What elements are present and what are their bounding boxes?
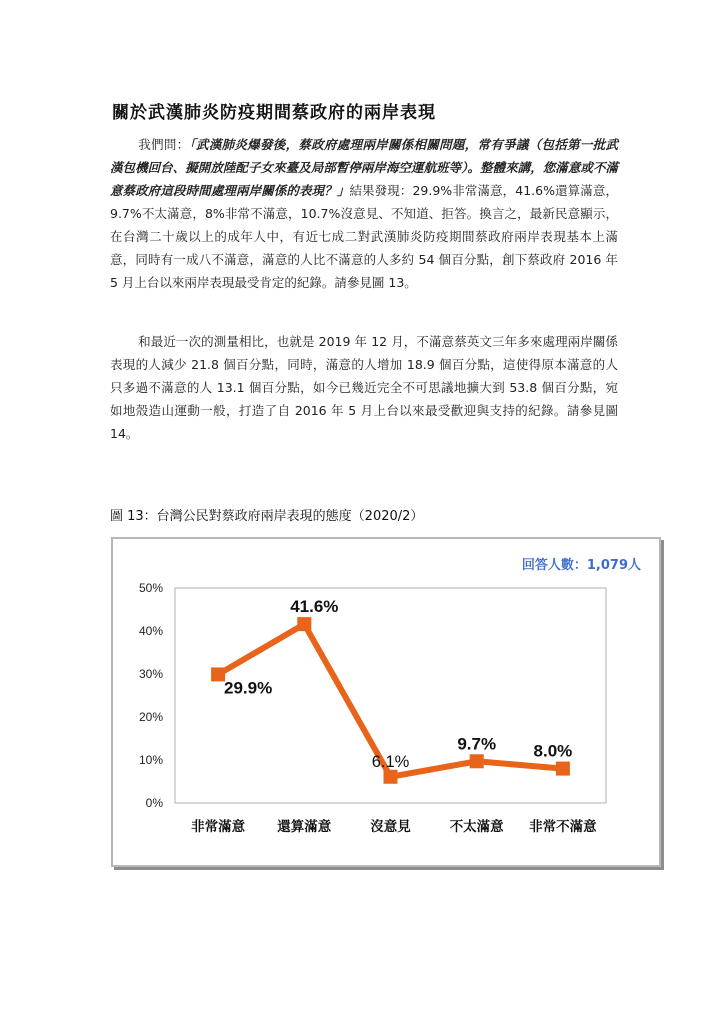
y-tick-label: 40%	[138, 624, 163, 638]
para1-lead: 我們問：	[138, 137, 190, 152]
paragraph-2	[110, 330, 618, 445]
x-category-label: 非常不滿意	[529, 819, 597, 835]
y-tick-label: 30%	[138, 667, 163, 681]
x-category-label: 不太滿意	[449, 819, 504, 835]
figure-caption: 圖 13：台灣公民對蔡政府兩岸表現的態度（2020/2）	[110, 509, 424, 524]
data-point	[384, 770, 398, 784]
data-label: 29.9%	[223, 678, 273, 698]
y-tick-label: 0%	[145, 796, 163, 810]
chart-container	[111, 537, 661, 867]
y-axis-ticks	[139, 581, 163, 810]
paragraph-1	[110, 133, 618, 294]
para1-body: 結果發現：29.9%非常滿意，41.6%還算滿意，9.7%不太滿意，8%非常不滿意，10.7%沒意見、不知道、拒答。換言之，最新民意顯示，在台灣二十歲以上的成年人中，有近七成二對武漢肺炎防疫期間蔡政府兩岸表現基本上滿意，同時有一成八不滿意，滿意的人比不滿意的人多約 54 個百分點，創下蔡政府 2016 年 5 月上台以來兩岸表現最受肯定的紀錄。請參見圖 13。	[110, 183, 618, 290]
x-axis-ticks	[191, 818, 597, 835]
respondent-count: 回答人數：1,079人	[521, 558, 641, 573]
data-label: 9.7%	[457, 734, 497, 754]
survey-question: 「武漢肺炎爆發後，蔡政府處理兩岸關係相關問題，常有爭議（包括第一批武漢包機回台、擬開放陸配子女來臺及局部暫停兩岸海空運航班等）。整體來講，您滿意或不滿意蔡政府這段時間處理兩岸關係的表現？」	[110, 137, 618, 198]
x-category-label: 沒意見	[370, 819, 411, 835]
data-label: 41.6%	[290, 597, 339, 617]
x-category-label: 還算滿意	[277, 819, 332, 835]
line-chart	[113, 539, 659, 865]
data-label: 8.0%	[533, 741, 573, 761]
data-label: 6.1%	[371, 752, 410, 771]
data-point	[297, 617, 311, 631]
y-tick-label: 10%	[138, 753, 163, 767]
page-title: 關於武漢肺炎防疫期間蔡政府的兩岸表現	[112, 103, 436, 123]
para2-body: 和最近一次的測量相比，也就是 2019 年 12 月，不滿意蔡英文三年多來處理兩岸關係表現的人減少 21.8 個百分點，同時，滿意的人增加 18.9 個百分點，這使得原本滿意的人只多過不滿意的人 13.1 個百分點，如今已幾近完全不可思議地擴大到 53.8 個百分點，宛如地殼造山運動一般，打造了自 2016 年 5 月上台以來最受歡迎與支持的紀錄。請參見圖 14。	[110, 334, 618, 441]
x-category-label: 非常滿意	[191, 819, 246, 835]
y-tick-label: 50%	[138, 581, 163, 595]
y-tick-label: 20%	[138, 710, 163, 724]
data-point	[556, 762, 570, 776]
data-point	[470, 754, 484, 768]
